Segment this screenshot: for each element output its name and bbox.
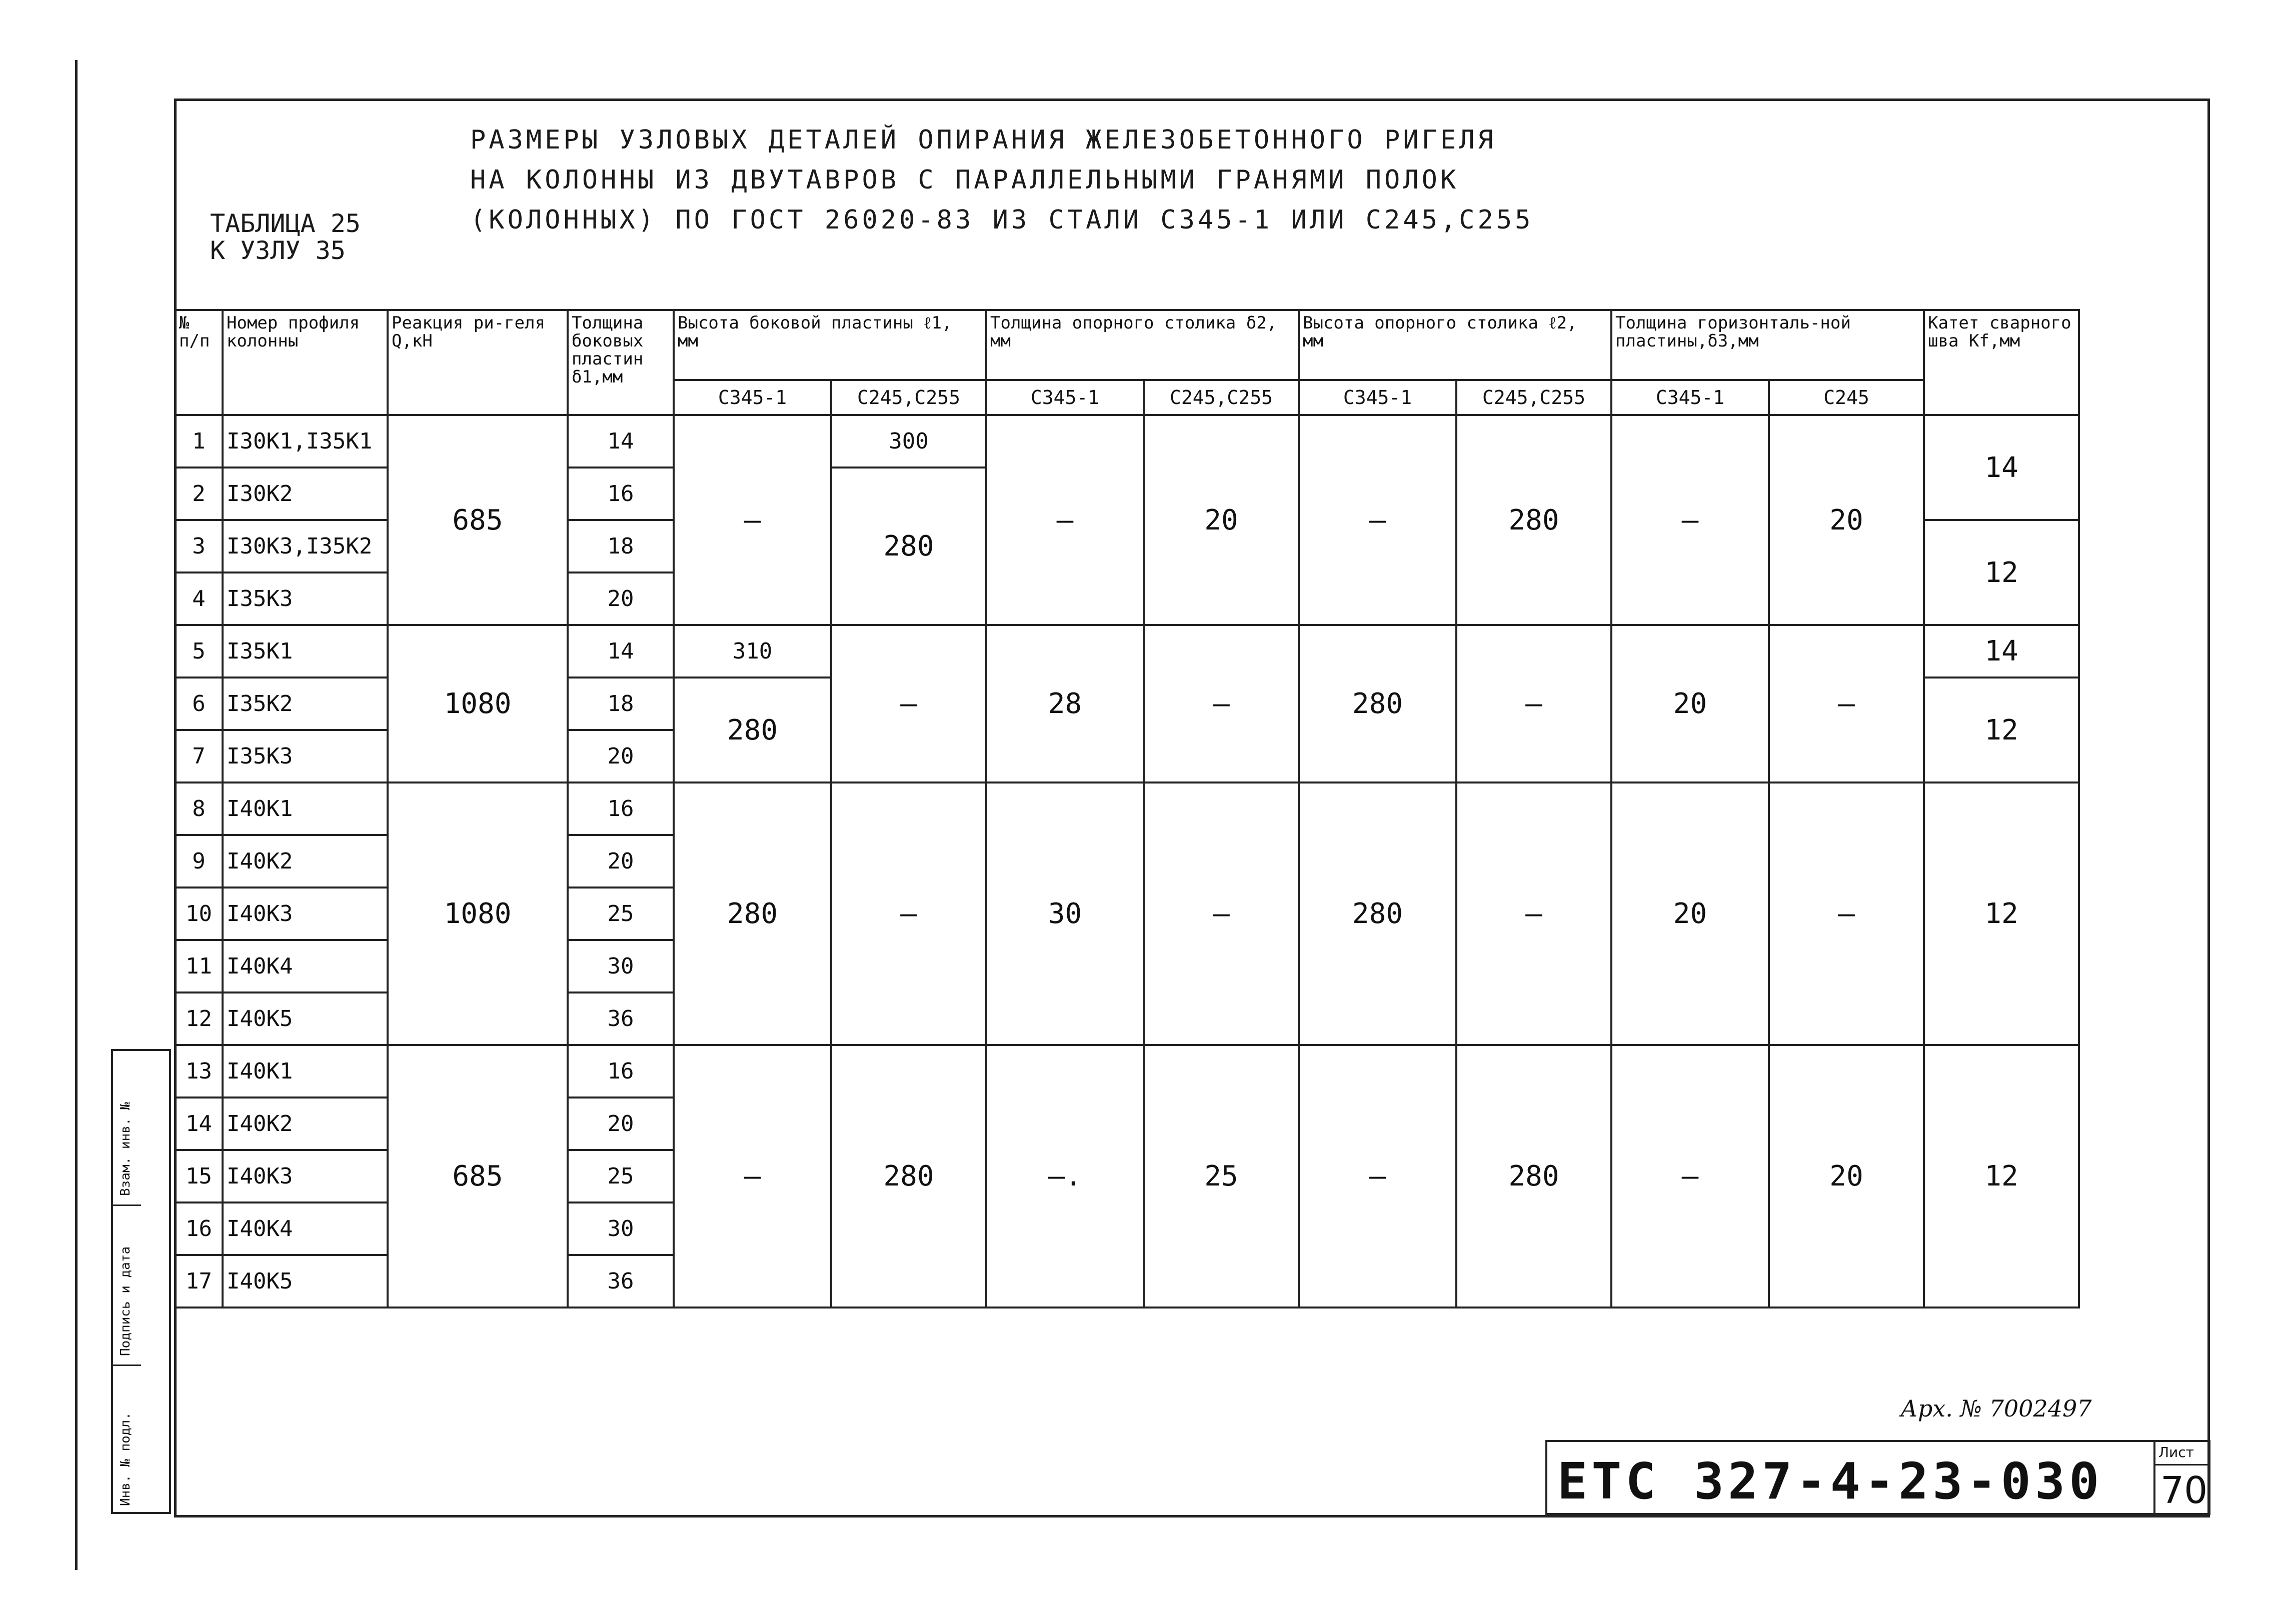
side-label-signature: Подпись и дата	[118, 1246, 133, 1356]
row-profile: I40К4	[223, 940, 388, 992]
hor-c345-value: 20	[1611, 782, 1769, 1045]
sup-h-c345-value: 280	[1299, 782, 1456, 1045]
row-thickness: 16	[568, 782, 674, 835]
side-label-inventory: Инв. № подл.	[118, 1412, 133, 1506]
title-block-stamp	[1545, 1440, 2210, 1515]
row-number: 1	[175, 415, 223, 468]
hor-c245-value: —	[1769, 625, 1924, 782]
row-thickness: 20	[568, 1098, 674, 1150]
side-c245-value: 280	[831, 468, 986, 625]
sub-c245: С245	[1769, 380, 1924, 415]
hor-c345-value: 20	[1611, 625, 1769, 782]
binding-margin-line	[75, 60, 78, 1570]
weld-value: 12	[1924, 782, 2079, 1045]
row-profile: I40К3	[223, 888, 388, 940]
weld-value: 12	[1924, 520, 2079, 625]
sup-h-c345-value: —	[1299, 1045, 1456, 1308]
weld-value: 12	[1924, 678, 2079, 782]
sup-h-c345-value: —	[1299, 415, 1456, 625]
row-number: 2	[175, 468, 223, 520]
weld-value: 14	[1924, 625, 2079, 678]
header-weld: Катет сварного шва Kf,мм	[1924, 310, 2079, 415]
side-c245-value: 300	[831, 415, 986, 468]
row-number: 12	[175, 992, 223, 1045]
reaction-value: 1080	[388, 782, 568, 1045]
row-thickness: 18	[568, 678, 674, 730]
sheet-box	[2153, 1442, 2208, 1515]
row-profile: I40К2	[223, 835, 388, 888]
row-profile: I40К1	[223, 1045, 388, 1098]
side-c345-value: 280	[674, 782, 831, 1045]
header-num: № п/п	[175, 310, 223, 415]
row-profile: I40К2	[223, 1098, 388, 1150]
row-thickness: 20	[568, 835, 674, 888]
row-number: 14	[175, 1098, 223, 1150]
sheet-label: Лист	[2158, 1444, 2194, 1460]
side-cell-signature	[113, 1206, 141, 1366]
row-profile: I35К1	[223, 625, 388, 678]
archive-number: Арх. № 7002497	[1900, 1395, 2092, 1422]
row-thickness: 25	[568, 888, 674, 940]
row-number: 16	[175, 1202, 223, 1255]
row-thickness: 36	[568, 992, 674, 1045]
row-number: 8	[175, 782, 223, 835]
row-thickness: 36	[568, 1255, 674, 1308]
row-thickness: 30	[568, 1202, 674, 1255]
sub-c245-c255: С245,С255	[1144, 380, 1299, 415]
reaction-value: 685	[388, 1045, 568, 1308]
row-thickness: 16	[568, 1045, 674, 1098]
sup-t-c345-value: 28	[986, 625, 1144, 782]
sub-c345: С345-1	[674, 380, 831, 415]
side-c345-value: 310	[674, 625, 831, 678]
side-approval-stamp	[111, 1049, 171, 1514]
sub-c245-c255: С245,С255	[831, 380, 986, 415]
dimensions-table	[174, 309, 2080, 1308]
row-thickness: 16	[568, 468, 674, 520]
header-reaction: Реакция ри-геля Q,кН	[388, 310, 568, 415]
row-number: 9	[175, 835, 223, 888]
row-number: 11	[175, 940, 223, 992]
title-line-2: НА КОЛОННЫ ИЗ ДВУТАВРОВ С ПАРАЛЛЕЛЬНЫМИ ГРАНЯМИ ПОЛОК	[470, 165, 1459, 195]
sheet-divider	[2155, 1464, 2210, 1466]
side-cell-inventory	[113, 1366, 141, 1514]
title-line-1: РАЗМЕРЫ УЗЛОВЫХ ДЕТАЛЕЙ ОПИРАНИЯ ЖЕЛЕЗОБЕТОННОГО РИГЕЛЯ	[470, 125, 1496, 155]
row-profile: I30К1,I35К1	[223, 415, 388, 468]
header-side-height: Высота боковой пластины ℓ1, мм	[674, 310, 986, 380]
sup-t-c345-value: —	[986, 415, 1144, 625]
row-number: 5	[175, 625, 223, 678]
row-number: 7	[175, 730, 223, 782]
side-label-replace: Взам. инв. №	[118, 1102, 133, 1196]
side-c345-value: —	[674, 415, 831, 625]
row-number: 3	[175, 520, 223, 572]
row-profile: I40К4	[223, 1202, 388, 1255]
header-support-thickness: Толщина опорного столика δ2, мм	[986, 310, 1299, 380]
header-profile: Номер профиля колонны	[223, 310, 388, 415]
row-profile: I35К3	[223, 730, 388, 782]
row-thickness: 30	[568, 940, 674, 992]
sup-t-c345-value: 30	[986, 782, 1144, 1045]
table-number: ТАБЛИЦА 25	[210, 209, 361, 238]
sub-c245-c255: С245,С255	[1456, 380, 1611, 415]
row-thickness: 14	[568, 415, 674, 468]
sup-h-c245-value: —	[1456, 782, 1611, 1045]
sup-h-c245-value: 280	[1456, 415, 1611, 625]
weld-value: 14	[1924, 415, 2079, 520]
sheet-number: 70	[2160, 1469, 2208, 1512]
header-horiz-thickness: Толщина горизонталь-ной пластины,δ3,мм	[1611, 310, 1924, 380]
sup-h-c345-value: 280	[1299, 625, 1456, 782]
row-number: 17	[175, 1255, 223, 1308]
table-node-ref: К УЗЛУ 35	[210, 236, 346, 265]
sup-h-c245-value: —	[1456, 625, 1611, 782]
hor-c345-value: —	[1611, 415, 1769, 625]
row-number: 6	[175, 678, 223, 730]
row-number: 4	[175, 572, 223, 625]
document-code: ЕТС 327-4-23-030	[1557, 1452, 2103, 1510]
side-c245-value: —	[831, 782, 986, 1045]
row-profile: I35К3	[223, 572, 388, 625]
reaction-value: 1080	[388, 625, 568, 782]
row-thickness: 14	[568, 625, 674, 678]
row-profile: I40К5	[223, 992, 388, 1045]
side-c245-value: 280	[831, 1045, 986, 1308]
row-profile: I35К2	[223, 678, 388, 730]
sub-c345: С345-1	[1299, 380, 1456, 415]
header-support-height: Высота опорного столика ℓ2, мм	[1299, 310, 1611, 380]
sup-t-c345-value: —.	[986, 1045, 1144, 1308]
title-line-3: (КОЛОННЫХ) ПО ГОСТ 26020-83 ИЗ СТАЛИ С345-1 ИЛИ С245,С255	[470, 205, 1534, 235]
side-c345-value: 280	[674, 678, 831, 782]
hor-c345-value: —	[1611, 1045, 1769, 1308]
sup-h-c245-value: 280	[1456, 1045, 1611, 1308]
row-profile: I40К3	[223, 1150, 388, 1202]
hor-c245-value: 20	[1769, 1045, 1924, 1308]
hor-c245-value: 20	[1769, 415, 1924, 625]
sub-c345: С345-1	[1611, 380, 1769, 415]
side-c245-value: —	[831, 625, 986, 782]
row-number: 15	[175, 1150, 223, 1202]
sub-c345: С345-1	[986, 380, 1144, 415]
reaction-value: 685	[388, 415, 568, 625]
header-plate-thickness: Толщина боковых пластин δ1,мм	[568, 310, 674, 415]
row-thickness: 20	[568, 730, 674, 782]
row-thickness: 20	[568, 572, 674, 625]
sup-t-c245-value: —	[1144, 782, 1299, 1045]
row-profile: I40К1	[223, 782, 388, 835]
row-profile: I40К5	[223, 1255, 388, 1308]
sup-t-c245-value: 20	[1144, 415, 1299, 625]
row-thickness: 25	[568, 1150, 674, 1202]
row-profile: I30К2	[223, 468, 388, 520]
hor-c245-value: —	[1769, 782, 1924, 1045]
weld-value: 12	[1924, 1045, 2079, 1308]
row-thickness: 18	[568, 520, 674, 572]
side-c345-value: —	[674, 1045, 831, 1308]
row-profile: I30К3,I35К2	[223, 520, 388, 572]
row-number: 13	[175, 1045, 223, 1098]
sup-t-c245-value: 25	[1144, 1045, 1299, 1308]
side-cell-replace	[113, 1051, 141, 1206]
row-number: 10	[175, 888, 223, 940]
sup-t-c245-value: —	[1144, 625, 1299, 782]
